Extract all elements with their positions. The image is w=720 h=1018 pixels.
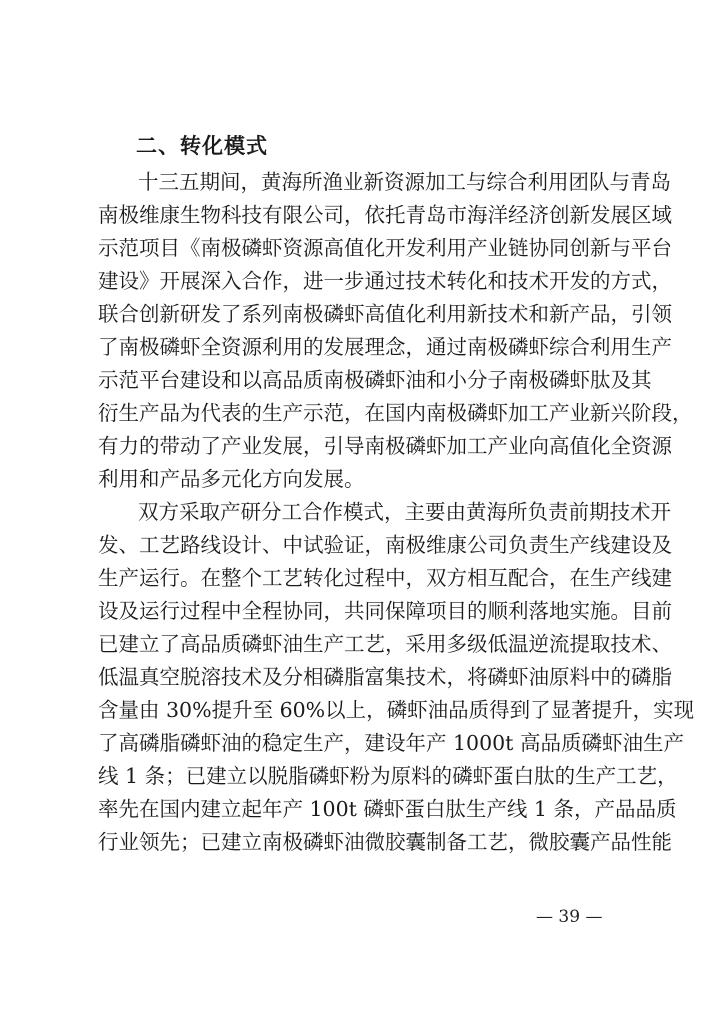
paragraph-line: 示范平台建设和以高品质南极磷虾油和小分子南极磷虾肽及其 <box>98 368 652 392</box>
paragraph-line: 低温真空脱溶技术及分相磷脂富集技术，将磷虾油原料中的磷脂 <box>98 665 672 689</box>
paragraph-line: 含量由 30%提升至 60%以上，磷虾油品质得到了显著提升，实现 <box>98 698 695 722</box>
paragraph-line: 南极维康生物科技有限公司，依托青岛市海洋经济创新发展区域 <box>98 203 672 227</box>
paragraph-line: 示范项目《南极磷虾资源高值化开发利用产业链协同创新与平台 <box>98 236 672 260</box>
paragraph-1 <box>98 166 693 496</box>
paragraph-line: 行业领先；已建立南极磷虾油微胶囊制备工艺，微胶囊产品性能 <box>98 830 672 854</box>
paragraph-line: 双方采取产研分工合作模式，主要由黄海所负责前期技术开 <box>138 500 671 524</box>
paragraph-line: 设及运行过程中全程协同，共同保障项目的顺利落地实施。目前 <box>98 599 672 623</box>
paragraph-line: 联合创新研发了系列南极磷虾高值化利用新技术和新产品，引领 <box>98 302 672 326</box>
paragraph-2 <box>98 496 695 859</box>
paragraph-line: 衍生产品为代表的生产示范，在国内南极磷虾加工产业新兴阶段， <box>98 401 693 425</box>
section-heading: 二、转化模式 <box>136 134 268 158</box>
paragraph-line: 有力的带动了产业发展，引导南极磷虾加工产业向高值化全资源 <box>98 434 672 458</box>
paragraph-line: 线 1 条；已建立以脱脂磷虾粉为原料的磷虾蛋白肽的生产工艺， <box>98 764 678 788</box>
page-number: — 39 — <box>536 907 603 927</box>
paragraph-line: 了高磷脂磷虾油的稳定生产，建设年产 1000t 高品质磷虾油生产 <box>98 731 684 755</box>
paragraph-line: 已建立了高品质磷虾油生产工艺，采用多级低温逆流提取技术、 <box>98 632 672 656</box>
paragraph-line: 建设》开展深入合作，进一步通过技术转化和技术开发的方式， <box>98 269 672 293</box>
paragraph-line: 生产运行。在整个工艺转化过程中，双方相互配合，在生产线建 <box>98 566 672 590</box>
paragraph-line: 发、工艺路线设计、中试验证，南极维康公司负责生产线建设及 <box>98 533 672 557</box>
paragraph-line: 了南极磷虾全资源利用的发展理念，通过南极磷虾综合利用生产 <box>98 335 672 359</box>
paragraph-line: 十三五期间，黄海所渔业新资源加工与综合利用团队与青岛 <box>138 170 671 194</box>
document-body <box>98 132 695 859</box>
paragraph-line: 率先在国内建立起年产 100t 磷虾蛋白肽生产线 1 条，产品品质 <box>98 797 677 821</box>
paragraph-line: 利用和产品多元化方向发展。 <box>98 467 365 491</box>
